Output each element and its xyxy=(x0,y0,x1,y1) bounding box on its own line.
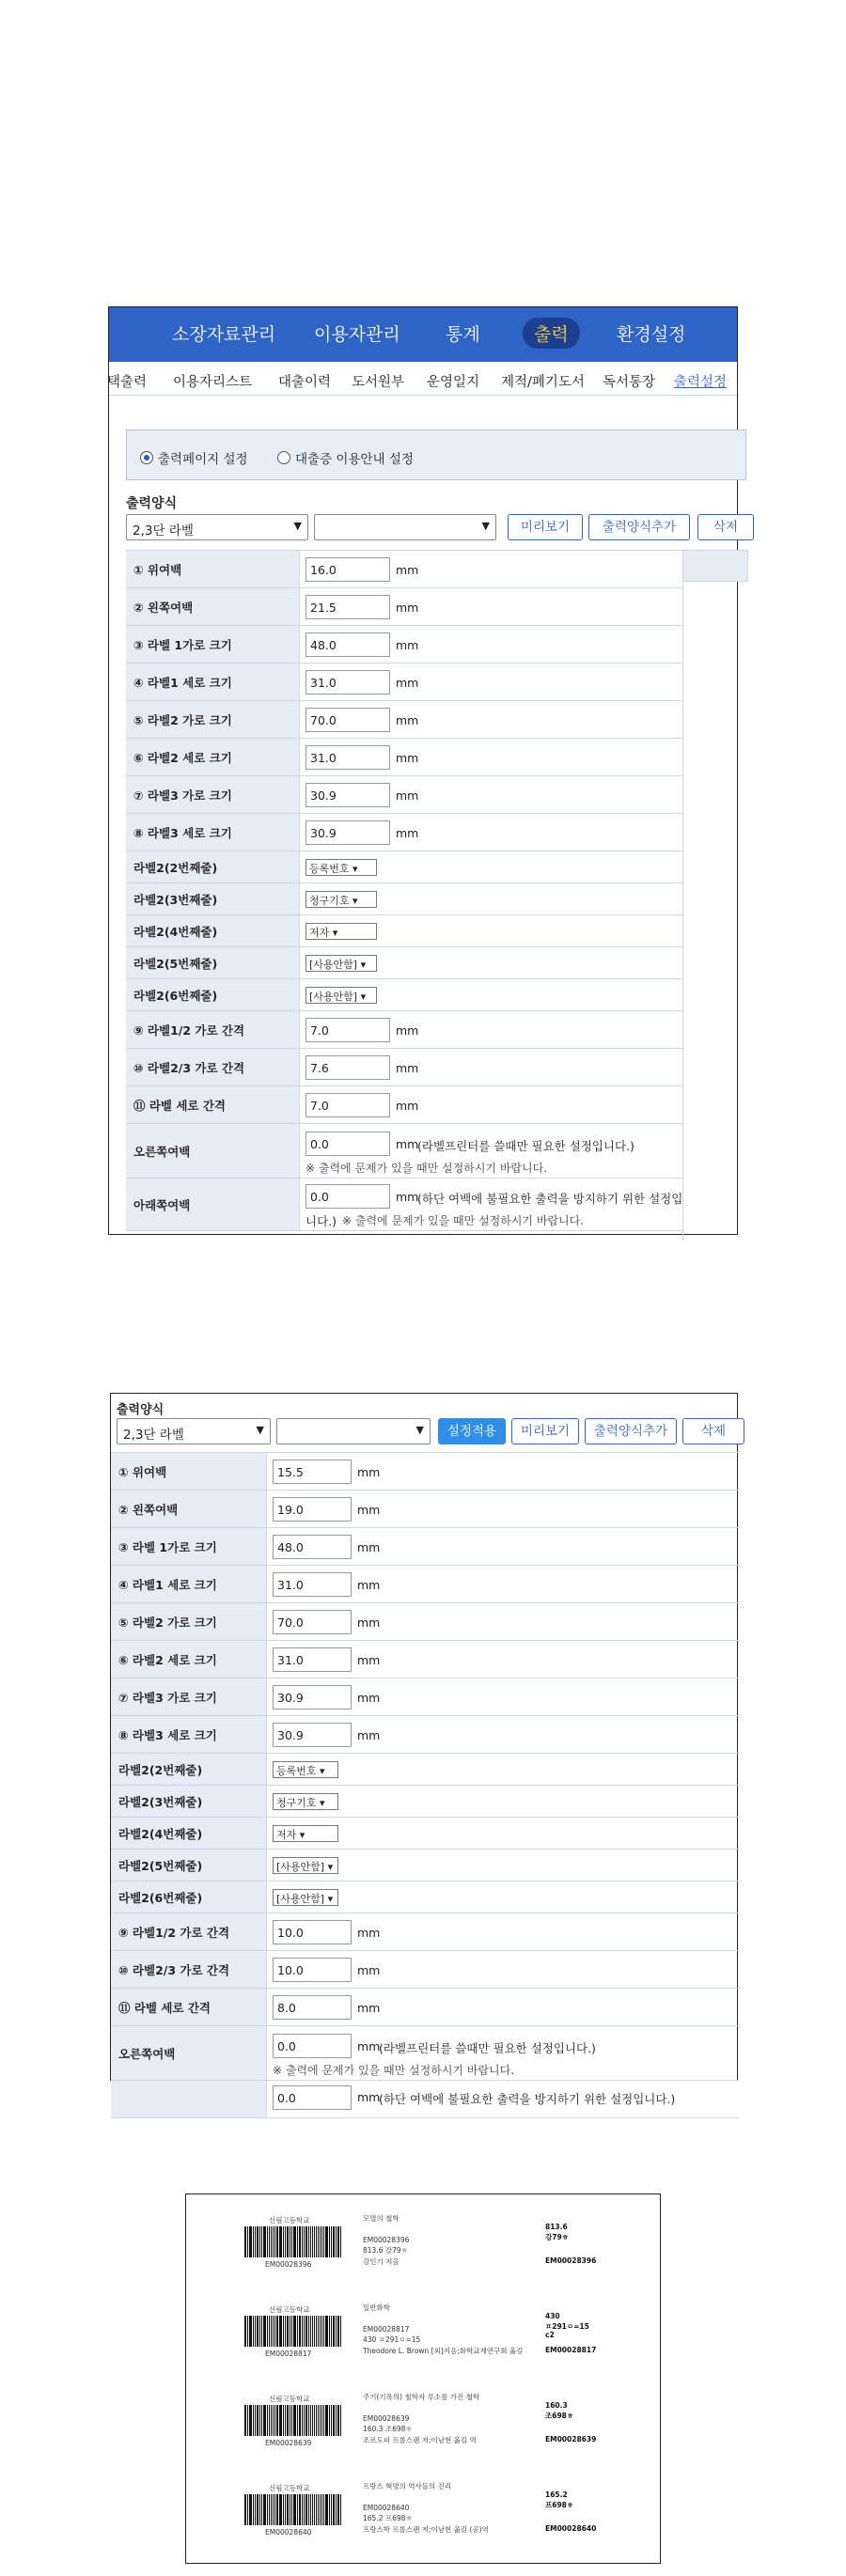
label3-height-input[interactable]: 30.9 xyxy=(273,1723,352,1747)
row-field3 xyxy=(111,1786,739,1818)
row-field3 xyxy=(126,883,682,915)
label-author: 조르도피 프롤스랜 저;이남현 옮김 역 xyxy=(363,2436,477,2444)
row-label3-width xyxy=(126,776,682,814)
spine-class-number: 165.2 xyxy=(545,2490,568,2499)
unit-label: mm xyxy=(357,1540,381,1554)
preview-area-header xyxy=(682,550,748,582)
label-field3: 라벨2(3번째줄) xyxy=(111,1786,267,1817)
top-navigation xyxy=(109,307,737,362)
nav-stats[interactable]: 통계 xyxy=(446,324,480,345)
label-left-margin: ② 왼쪽여백 xyxy=(126,588,300,625)
label-field4: 라벨2(4번째줄) xyxy=(111,1818,267,1849)
unit-label: mm xyxy=(396,563,419,577)
vgap-input[interactable]: 8.0 xyxy=(273,1995,352,2020)
label-library-name: 신림고등학교 xyxy=(269,2305,310,2314)
label-label2-height: ⑥ 라벨2 세로 크기 xyxy=(126,739,300,775)
vgap-input[interactable]: 7.0 xyxy=(306,1093,390,1117)
row-field2 xyxy=(126,851,682,883)
row-top-margin xyxy=(111,1453,739,1491)
label-top-margin: ① 위여백 xyxy=(111,1453,267,1490)
unit-label: mm xyxy=(396,638,419,652)
chevron-down-icon: ▼ xyxy=(481,520,490,532)
label3-width-input[interactable]: 30.9 xyxy=(273,1685,352,1710)
unit-label: mm xyxy=(357,1728,381,1742)
barcode-image xyxy=(244,2226,342,2257)
label-field2: 라벨2(2번째줄) xyxy=(111,1754,267,1785)
spine-reg-number: EM00028639 xyxy=(545,2435,597,2443)
field6-select[interactable]: [사용안함] ▾ xyxy=(273,1889,338,1906)
print-settings-form-2 xyxy=(111,1452,739,2106)
barcode-image xyxy=(244,2316,342,2347)
print-settings-form xyxy=(126,550,682,1226)
label-book-code: EM00028396 xyxy=(363,2236,410,2244)
tab-selected-print[interactable]: 택출력 xyxy=(107,375,148,390)
tab-reading-passbook[interactable]: 독서통장 xyxy=(603,375,656,390)
bottom-margin-input[interactable]: 0.0 xyxy=(273,2085,352,2110)
label-reg-number: EM00028396 xyxy=(265,2260,312,2269)
unit-label: mm xyxy=(357,1926,381,1940)
gap23-input[interactable]: 10.0 xyxy=(273,1958,352,1982)
label3-height-input[interactable]: 30.9 xyxy=(306,820,390,845)
label-label3-width: ⑦ 라벨3 가로 크기 xyxy=(111,1678,267,1715)
settings-panel-2 xyxy=(110,1393,738,2106)
chevron-down-icon: ▼ xyxy=(256,1424,264,1436)
label-author: 프랑스학 프롤스랜 저;이남현 옮김 (공)역 xyxy=(363,2525,489,2534)
label-book-code: EM00028640 xyxy=(363,2504,410,2512)
row-field2 xyxy=(111,1754,739,1786)
label-call-number: 165.2 프698ㅎ xyxy=(363,2514,413,2522)
label-call-number: 430 ㅍ291ㅇ=15 xyxy=(363,2335,421,2344)
field5-select[interactable]: [사용안함] ▾ xyxy=(273,1857,338,1874)
format-select[interactable]: 2,3단 라벨 ▼ xyxy=(117,1418,271,1444)
label-call-number: 813.6 강79ㅎ xyxy=(363,2246,408,2255)
label-label1-width: ③ 라벨 1가로 크기 xyxy=(126,626,300,663)
row-field5 xyxy=(111,1850,739,1881)
add-format-button[interactable]: 출력양식추가 xyxy=(585,1418,677,1444)
row-right-margin xyxy=(111,2026,739,2081)
row-label1-height xyxy=(111,1566,739,1603)
label-right-margin: 오른쪽여백 xyxy=(111,2026,267,2080)
settings-panel-1 xyxy=(108,306,738,1235)
unit-label: mm xyxy=(357,1578,381,1592)
spine-author-mark: 프698ㅎ xyxy=(545,2501,574,2509)
nav-print[interactable]: 출력 xyxy=(523,318,580,349)
field2-select[interactable]: 등록번호 ▾ xyxy=(273,1761,338,1778)
right-margin-warning: ※ 출력에 문제가 있을 때만 설정하시기 바랍니다. xyxy=(306,1162,548,1175)
field5-select[interactable]: [사용안함] ▾ xyxy=(306,955,377,972)
spine-author-mark: 강79ㅎ xyxy=(545,2233,569,2241)
tab-discarded-books[interactable]: 제적/폐기도서 xyxy=(501,375,585,390)
row-label2-width xyxy=(111,1603,739,1641)
label-left-margin: ② 왼쪽여백 xyxy=(111,1491,267,1527)
field3-select[interactable]: 청구기호 ▾ xyxy=(273,1793,338,1810)
label-vgap: ⑪ 라벨 세로 간격 xyxy=(111,1989,267,2025)
label1-width-input[interactable]: 48.0 xyxy=(273,1535,352,1559)
right-margin-warning: ※ 출력에 문제가 있을 때만 설정하시기 바랍니다. xyxy=(273,2064,515,2077)
label-field6: 라벨2(6번째줄) xyxy=(126,979,300,1010)
label-library-name: 신림고등학교 xyxy=(269,2216,310,2225)
row-left-margin xyxy=(126,588,682,626)
row-label2-height xyxy=(111,1641,739,1678)
tab-loan-history[interactable]: 대출이력 xyxy=(278,375,332,390)
unit-label: mm xyxy=(357,1616,381,1630)
spine-copy-mark: c2 xyxy=(545,2331,555,2339)
tab-daily-log[interactable]: 운영일지 xyxy=(427,375,480,390)
label2-width-input[interactable]: 70.0 xyxy=(306,708,390,732)
gap23-input[interactable]: 7.6 xyxy=(306,1055,390,1080)
label-label1-height: ④ 라벨1 세로 크기 xyxy=(111,1566,267,1602)
bottom-margin-input[interactable]: 0.0 xyxy=(306,1184,390,1209)
bottom-margin-desc: (하단 여백에 불필요한 출력을 방지하기 위한 설정입니다.) xyxy=(379,2092,676,2106)
radio-empty-icon xyxy=(277,451,290,464)
field6-select[interactable]: [사용안함] ▾ xyxy=(306,987,377,1004)
left-margin-input[interactable]: 21.5 xyxy=(306,595,390,619)
format-sub-select[interactable] xyxy=(276,1418,431,1444)
tab-print-settings[interactable]: 출력설정 xyxy=(674,375,728,390)
row-top-margin xyxy=(126,551,682,588)
row-label2-width xyxy=(126,701,682,739)
unit-label: mm xyxy=(396,1061,419,1075)
spine-reg-number: EM00028396 xyxy=(545,2256,597,2265)
right-margin-input[interactable]: 0.0 xyxy=(306,1132,390,1156)
row-gap23 xyxy=(111,1951,739,1989)
label-library-name: 신림고등학교 xyxy=(269,2484,310,2492)
label-field6: 라벨2(6번째줄) xyxy=(111,1881,267,1912)
unit-label: mm xyxy=(396,826,419,840)
label-author: 강인기 지음 xyxy=(363,2257,400,2266)
spine-reg-number: EM00028640 xyxy=(545,2524,597,2533)
row-bottom-margin xyxy=(126,1179,682,1231)
label-field5: 라벨2(5번째줄) xyxy=(126,947,300,978)
format-label: 출력양식 xyxy=(117,1403,164,1417)
format-select[interactable]: 2,3단 라벨 ▼ xyxy=(126,514,308,540)
bottom-margin-warning: ※ 출력에 문제가 있을 때만 설정하시기 바랍니다. xyxy=(342,1214,585,1227)
label-author: Theodore L. Brown [외]지음;화학교재연구회 옮김 xyxy=(363,2347,524,2355)
field4-select[interactable]: 저자 ▾ xyxy=(306,923,377,940)
row-field5 xyxy=(126,947,682,979)
row-field4 xyxy=(111,1818,739,1850)
unit-label: mm xyxy=(396,751,419,765)
row-label1-width xyxy=(126,626,682,664)
row-gap23 xyxy=(126,1049,682,1086)
label-call-number: 160.3 조698ㅎ xyxy=(363,2425,413,2433)
label-gap23: ⑩ 라벨2/3 가로 간격 xyxy=(111,1951,267,1988)
row-vgap xyxy=(126,1086,682,1124)
row-field4 xyxy=(126,915,682,947)
label-field3: 라벨2(3번째줄) xyxy=(126,883,300,914)
label-reg-number: EM00028639 xyxy=(265,2439,312,2447)
label-label3-height: ⑧ 라벨3 세로 크기 xyxy=(126,814,300,851)
nav-settings[interactable]: 환경설정 xyxy=(617,324,686,345)
unit-label: mm xyxy=(357,2001,381,2015)
spine-reg-number: EM00028817 xyxy=(545,2346,597,2354)
spine-class-number: 813.6 xyxy=(545,2223,568,2231)
label-right-margin: 오른쪽여백 xyxy=(126,1124,300,1178)
add-format-button[interactable]: 출력양식추가 xyxy=(588,514,690,540)
row-label3-height xyxy=(126,814,682,851)
label-top-margin: ① 위여백 xyxy=(126,551,300,587)
delete-button[interactable]: 삭저 xyxy=(697,514,754,540)
label2-width-input[interactable]: 70.0 xyxy=(273,1610,352,1634)
row-field6 xyxy=(111,1881,739,1913)
row-label3-width xyxy=(111,1678,739,1716)
format-sub-select[interactable] xyxy=(314,514,496,540)
unit-label: mm xyxy=(357,1963,381,1977)
preview-area-divider xyxy=(682,582,683,1240)
label-print-preview xyxy=(185,2194,661,2564)
label3-width-input[interactable]: 30.9 xyxy=(306,783,390,807)
label1-width-input[interactable]: 48.0 xyxy=(306,632,390,657)
chevron-down-icon: ▼ xyxy=(293,520,302,532)
label-field5: 라벨2(5번째줄) xyxy=(111,1850,267,1881)
label-book-code: EM00028817 xyxy=(363,2325,410,2334)
label-label2-width: ⑤ 라벨2 가로 크기 xyxy=(111,1603,267,1640)
row-left-margin xyxy=(111,1491,739,1528)
label-label1-width: ③ 라벨 1가로 크기 xyxy=(111,1528,267,1565)
row-vgap xyxy=(111,1989,739,2026)
label-field4: 라벨2(4번째줄) xyxy=(126,915,300,946)
spine-author-mark: 조698ㅎ xyxy=(545,2412,574,2420)
unit-label: mm xyxy=(396,1190,419,1204)
label-book-title: 주기(기록의) 철학자 루소를 가진 철학 xyxy=(363,2393,480,2401)
label2-height-input[interactable]: 31.0 xyxy=(306,745,390,770)
unit-label: mm xyxy=(396,1099,419,1113)
top-margin-input[interactable]: 16.0 xyxy=(306,557,390,582)
row-label2-height xyxy=(126,739,682,776)
barcode-image xyxy=(244,2494,342,2525)
bottom-margin-desc-end: 니다.) xyxy=(306,1214,337,1228)
spine-author-mark: ㅍ291ㅇ=15 xyxy=(545,2322,589,2331)
label-bottom-margin xyxy=(111,2081,267,2117)
row-gap12 xyxy=(111,1913,739,1951)
field3-select[interactable]: 청구기호 ▾ xyxy=(306,891,377,908)
bottom-margin-desc: (하단 여백에 불필요한 출력을 방지하기 위한 설정입 xyxy=(417,1192,683,1206)
label-library-name: 신림고등학교 xyxy=(269,2395,310,2403)
right-margin-desc: (라벨프린터를 쓸때만 필요한 설정입니다.) xyxy=(379,2041,596,2055)
nav-users[interactable]: 이용자관리 xyxy=(314,324,400,345)
label-bottom-margin: 아래쪽여백 xyxy=(126,1179,300,1230)
row-gap12 xyxy=(126,1011,682,1049)
tab-user-list[interactable]: 이용자리스트 xyxy=(173,375,253,390)
unit-label: mm xyxy=(396,676,419,690)
format-label: 출력양식 xyxy=(126,496,178,511)
label-label2-height: ⑥ 라벨2 세로 크기 xyxy=(111,1641,267,1678)
label-book-title: 일반화학 xyxy=(363,2303,390,2312)
label1-height-input[interactable]: 31.0 xyxy=(306,670,390,695)
right-margin-desc: (라벨프린터를 쓸때만 필요한 설정입니다.) xyxy=(417,1139,634,1153)
unit-label: mm xyxy=(357,1503,381,1517)
delete-button[interactable]: 삭제 xyxy=(682,1418,744,1444)
row-right-margin xyxy=(126,1124,682,1179)
nav-collection[interactable]: 소장자료관리 xyxy=(172,324,276,345)
radio-print-page-setting[interactable]: 출력페이지 설정 xyxy=(140,448,248,467)
apply-settings-button[interactable]: 설정적용 xyxy=(438,1418,506,1444)
chevron-down-icon: ▼ xyxy=(415,1424,424,1436)
row-field6 xyxy=(126,979,682,1011)
field2-select[interactable]: 등록번호 ▾ xyxy=(306,859,377,876)
row-bottom-margin xyxy=(111,2081,739,2118)
spine-class-number: 430 xyxy=(545,2312,560,2320)
label-gap23: ⑩ 라벨2/3 가로 간격 xyxy=(126,1049,300,1085)
label-field2: 라벨2(2번째줄) xyxy=(126,851,300,882)
preview-button[interactable]: 미리보기 xyxy=(508,514,583,540)
unit-label: mm xyxy=(357,2090,381,2104)
gap12-input[interactable]: 10.0 xyxy=(273,1920,352,1944)
preview-button[interactable]: 미리보기 xyxy=(511,1418,579,1444)
barcode-image xyxy=(244,2405,342,2436)
right-margin-input[interactable]: 0.0 xyxy=(273,2034,352,2058)
unit-label: mm xyxy=(357,1653,381,1667)
sub-navigation xyxy=(109,362,737,396)
row-label3-height xyxy=(111,1716,739,1754)
label-label3-height: ⑧ 라벨3 세로 크기 xyxy=(111,1716,267,1753)
unit-label: mm xyxy=(396,788,419,803)
row-label1-width xyxy=(111,1528,739,1566)
unit-label: mm xyxy=(357,1465,381,1479)
tab-book-ledger[interactable]: 도서원부 xyxy=(352,375,405,390)
radio-selected-icon xyxy=(140,451,153,464)
label-vgap: ⑪ 라벨 세로 간격 xyxy=(126,1086,300,1123)
unit-label: mm xyxy=(357,2039,381,2053)
label-reg-number: EM00028640 xyxy=(265,2528,312,2537)
label-reg-number: EM00028817 xyxy=(265,2350,312,2358)
unit-label: mm xyxy=(357,1691,381,1705)
label1-height-input[interactable]: 31.0 xyxy=(273,1572,352,1597)
unit-label: mm xyxy=(396,713,419,727)
label-book-code: EM00028639 xyxy=(363,2414,410,2423)
field4-select[interactable]: 저자 ▾ xyxy=(273,1825,338,1842)
row-label1-height xyxy=(126,664,682,701)
label-label1-height: ④ 라벨1 세로 크기 xyxy=(126,664,300,700)
label-label2-width: ⑤ 라벨2 가로 크기 xyxy=(126,701,300,738)
spine-class-number: 160.3 xyxy=(545,2401,568,2410)
label-label3-width: ⑦ 라벨3 가로 크기 xyxy=(126,776,300,813)
label-book-title: 프랑스 혁명의 역사들의 진리 xyxy=(363,2482,452,2490)
unit-label: mm xyxy=(396,601,419,615)
unit-label: mm xyxy=(396,1137,419,1151)
left-margin-input[interactable]: 19.0 xyxy=(273,1497,352,1522)
label-gap12: ⑨ 라벨1/2 가로 간격 xyxy=(111,1913,267,1950)
top-margin-input[interactable]: 15.5 xyxy=(273,1460,352,1484)
page-setting-radio-group xyxy=(126,429,746,480)
label2-height-input[interactable]: 31.0 xyxy=(273,1647,352,1672)
unit-label: mm xyxy=(396,1023,419,1038)
gap12-input[interactable]: 7.0 xyxy=(306,1018,390,1042)
label-book-title: 모멸의 철학 xyxy=(363,2214,400,2223)
label-gap12: ⑨ 라벨1/2 가로 간격 xyxy=(126,1011,300,1048)
radio-guide-setting[interactable]: 대출증 이용안내 설정 xyxy=(277,448,414,467)
